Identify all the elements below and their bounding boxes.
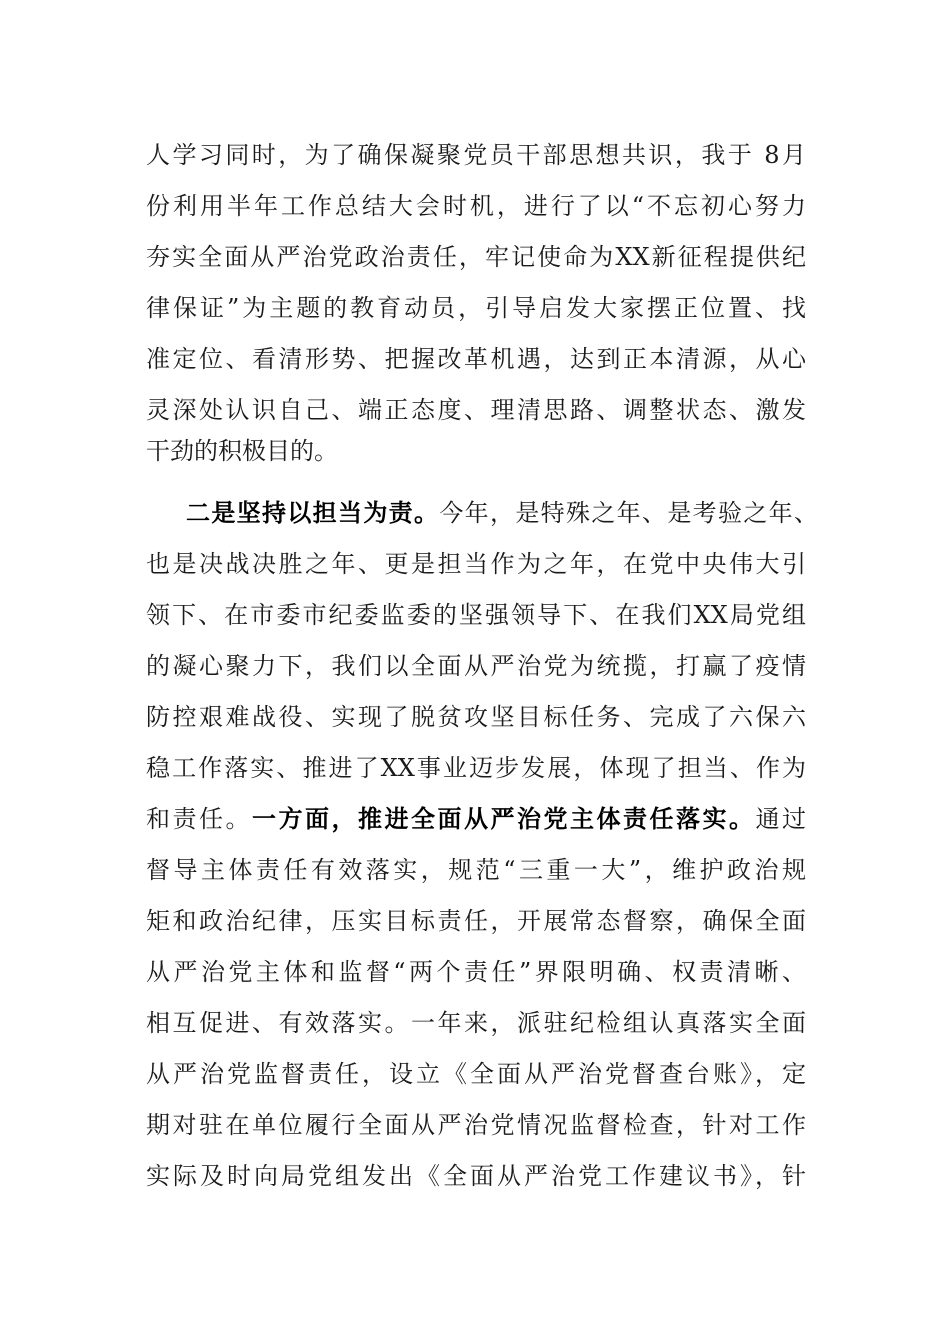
bold-heading: 二是坚持以担当为责。 (186, 498, 440, 527)
text-line: 从严治党主体和监督“两个责任”界限明确、权责清晰、 (146, 958, 806, 986)
text-line: 防控艰难战役、实现了脱贫攻坚目标任务、完成了六保六 (146, 703, 806, 731)
paragraph-lead-line (186, 493, 818, 533)
text-line: 份利用半年工作总结大会时机，进行了以“不忘初心努力 (146, 192, 806, 220)
text-line: 干劲的积极目的。 (146, 437, 338, 465)
text-run: 通过 (755, 805, 806, 833)
text-line: 期对驻在单位履行全面从严治党情况监督检查，针对工作 (146, 1111, 806, 1139)
text-line: 准定位、看清形势、把握改革机遇，达到正本清源，从心 (146, 345, 806, 373)
text-line: 也是决战决胜之年、更是担当作为之年，在党中央伟大引 (146, 550, 806, 578)
text-line: 灵深处认识自己、端正态度、理清思路、调整状态、激发 (146, 396, 806, 424)
text-line: 矩和政治纪律，压实目标责任，开展常态督察，确保全面 (146, 907, 806, 935)
bold-subheading: 一方面，推进全面从严治党主体责任落实。 (252, 804, 756, 833)
text-line: 律保证”为主题的教育动员，引导启发大家摆正位置、找 (146, 294, 806, 322)
text-run: 和责任。 (146, 805, 252, 833)
text-line: 夯实全面从严治党政治责任，牢记使命为XX新征程提供纪 (146, 243, 806, 271)
text-line: 从严治党监督责任，设立《全面从严治党督查台账》，定 (146, 1060, 806, 1088)
text-line: 督导主体责任有效落实，规范“三重一大”，维护政治规 (146, 856, 806, 884)
text-line: 人学习同时，为了确保凝聚党员干部思想共识，我于 8月 (146, 141, 806, 169)
text-line: 稳工作落实、推进了XX事业迈步发展，体现了担当、作为 (146, 754, 806, 782)
mixed-text-line (146, 799, 806, 839)
text-line: 的凝心聚力下，我们以全面从严治党为统揽，打赢了疫情 (146, 652, 806, 680)
text-line: 领下、在市委市纪委监委的坚强领导下、在我们XX局党组 (146, 601, 806, 629)
text-line: 相互促进、有效落实。一年来，派驻纪检组认真落实全面 (146, 1009, 806, 1037)
text-run: 今年，是特殊之年、是考验之年、 (439, 499, 819, 527)
text-line: 实际及时向局党组发出《全面从严治党工作建议书》，针 (146, 1162, 806, 1190)
